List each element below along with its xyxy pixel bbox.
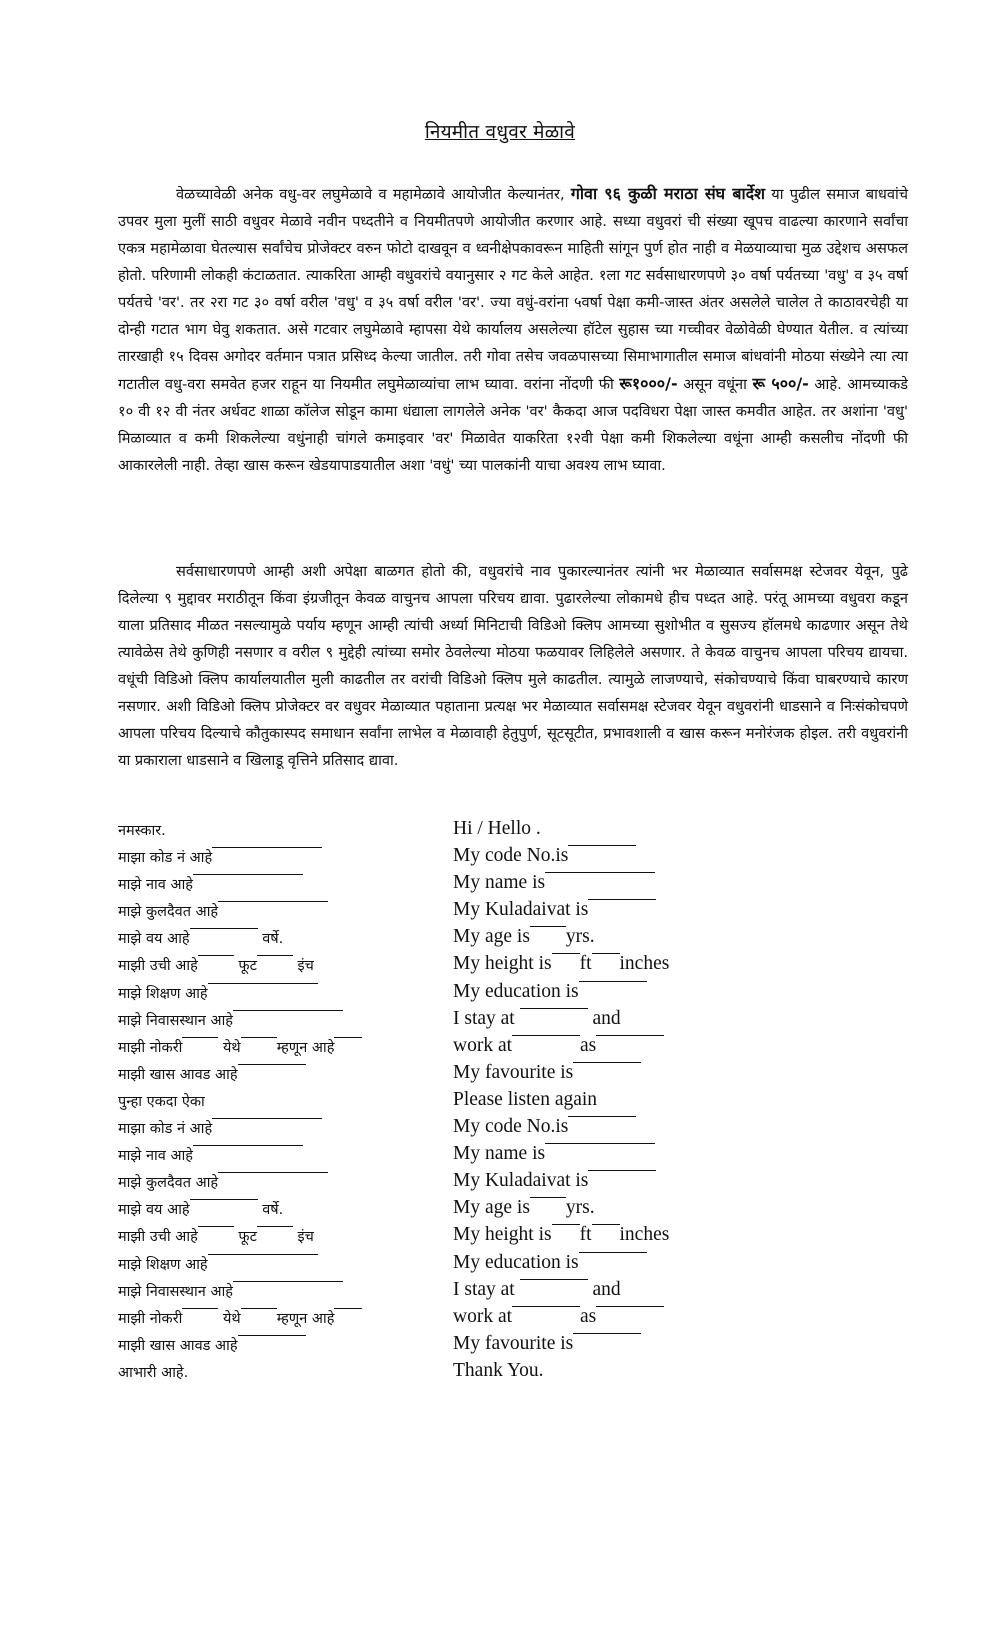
blank-line [212, 846, 322, 848]
organization-name: गोवा ९६ कुळी मराठा संघ बार्देश [570, 184, 765, 203]
residence-and-english: and [592, 1278, 621, 1300]
code-english: My code No.is [453, 845, 569, 867]
age-unit-marathi: वर्षे. [262, 931, 284, 948]
blank-line [334, 1036, 362, 1038]
blank-line [190, 1198, 258, 1200]
blank-line [520, 1278, 588, 1280]
education-marathi: माझे शिक्षण आहे [118, 985, 208, 1002]
blank-line [579, 980, 647, 982]
greeting-marathi: नमस्कार. [118, 823, 166, 839]
kuladaivat-english: My Kuladaivat is [453, 1170, 589, 1192]
age-marathi: माझे वय आहे [118, 1202, 190, 1219]
thanks-english: Thank You. [453, 1359, 544, 1381]
blank-line [512, 1305, 580, 1307]
blank-line [198, 1225, 234, 1227]
form-row-education [118, 1252, 918, 1279]
height-ft-english: ft [579, 1224, 592, 1246]
intro-text-4: आहे. आमच्याकडे १० वी १२ वी नंतर अर्धवट शाळा कॉलेज सोडून कामा धंद्याला लागलेले अनेक 'वर' कैकदा आज पदविधरा पेक्षा जास्त कमवीत आहेत. तर अशांना 'वधु' मिळाव्यात व कमी शिकलेल्या वधुंनाही चांगले कमाइवार 'वर' मिळावेत याकरिता १२वी पेक्षा कमी शिकलेल्या वधूंना आम्ही कसलीच नोंदणी फी आकारलेली नाही. तेव्हा खास करून खेडयापाडयातील अशा 'वधुं' च्या पालकांनी याचा अवश्य लाभ घ्यावा. [118, 376, 908, 474]
favourite-marathi: माझी खास आवड आहे [118, 1337, 238, 1354]
favourite-marathi: माझी खास आवड आहे [118, 1066, 238, 1083]
age-marathi: माझे वय आहे [118, 931, 190, 948]
blank-line [334, 1307, 362, 1309]
form-row-kuladaivat [118, 1170, 918, 1197]
code-marathi: माझा कोड नं आहे [118, 1121, 213, 1138]
blank-line [218, 900, 328, 902]
form-row-education [118, 981, 918, 1008]
blank-line [552, 952, 580, 954]
video-text: सर्वसाधारणपणे आम्ही अशी अपेक्षा बाळगत होतो की, वधुवरांचे नाव पुकारल्यानंतर त्यांनी भर मेळाव्यात सर्वासमक्ष स्टेजवर येवून, पुढे दिलेल्या ९ मुद्दावर मराठीतून किंवा इंग्रजीतून केवळ वाचुनच आपला परिचय द्यावा. पुढारलेल्या लोकामधे हीच पध्दत आहे. परंतू आमच्या वधुवरा कडून याला प्रतिसाद मीळत नसल्यामुळे पर्याय म्हणून आम्ही त्यांची अर्ध्या मिनिटाची विडिओ क्लिप आमच्या सुशोभीत व सुसज्य हॉलमधे काढणार असून तेथे त्यावेळेस तेथे कुणिही नसणार व वरील ९ मुद्देही त्यांच्या समोर ठेवलेल्या मोठया फळयावर लिहिलेले असणार. ते केवळ वाचुनच आपला परिचय द्यायचा. वधूंची विडिओ क्लिप कार्यालयातील मुली काढतील तर वरांची विडिओ क्लिप मुले काढतील. त्यामुळे लाजण्याचे, संकोचण्याचे किंवा घाबरण्याचे कारण नसणार. अशी विडिओ क्लिप प्रोजेक्टर वर वधुवर मेळाव्यात पहाताना प्रत्यक्ष भर मेळाव्यात सर्वासमक्ष स्टेजवर येवून वधुवरांनी धाडसाने व निःसंकोचपणे आपला परिचय दिल्याचे कौतुकास्पद समाधान सर्वांना लाभेल व मेळावाही हेतुपुर्ण, सूटसूटीत, प्रभावशाली व खास करून मनोरंजक होइल. तरी वधुवरांनी या प्रकाराला धाडसाने व खिलाडू वृत्तिने प्रतिसाद द्यावा. [118, 563, 908, 769]
job-as-marathi: म्हणून आहे [276, 1039, 335, 1056]
blank-line [198, 954, 234, 956]
residence-english: I stay at [453, 1278, 515, 1300]
blank-line [233, 1009, 343, 1011]
height-marathi: माझी उची आहे [118, 1229, 198, 1246]
page-title: नियमीत वधुवर मेळावे [424, 121, 576, 143]
form-row-greeting [118, 818, 918, 845]
job-at-marathi: येथे [223, 1039, 241, 1056]
blank-line [592, 1223, 620, 1225]
education-english: My education is [453, 1251, 579, 1273]
blank-line [212, 1117, 322, 1119]
intro-paragraph [118, 180, 908, 479]
blank-line [208, 1253, 318, 1255]
blank-line [182, 1036, 218, 1038]
form-row-job [118, 1306, 918, 1333]
form-row-age [118, 926, 918, 953]
job-marathi: माझी नोकरी [118, 1039, 183, 1056]
blank-line [573, 1332, 641, 1334]
code-marathi: माझा कोड नं आहे [118, 850, 213, 867]
name-marathi: माझे नाव आहे [118, 877, 193, 894]
blank-line [588, 1169, 656, 1171]
blank-line [193, 1144, 303, 1146]
greeting-english: Hi / Hello . [453, 818, 541, 839]
blank-line [512, 1034, 580, 1036]
kuladaivat-marathi: माझे कुलदैवत आहे [118, 904, 219, 921]
residence-marathi: माझे निवासस्थान आहे [118, 1012, 233, 1029]
favourite-english: My favourite is [453, 1061, 574, 1083]
form-row-name [118, 1143, 918, 1170]
age-english: My age is [453, 926, 530, 948]
residence-and-english: and [592, 1007, 621, 1029]
name-english: My name is [453, 1143, 546, 1165]
form-row-code [118, 1116, 918, 1143]
blank-line [257, 1225, 293, 1227]
blank-line [241, 1036, 277, 1038]
groom-fee: रू१०००/- [619, 374, 678, 393]
name-marathi: माझे नाव आहे [118, 1148, 193, 1165]
height-ft-marathi: फूट [238, 1229, 257, 1246]
form-row-height [118, 1224, 918, 1251]
kuladaivat-marathi: माझे कुलदैवत आहे [118, 1175, 219, 1192]
form-row-name [118, 872, 918, 899]
form-row-height [118, 953, 918, 980]
blank-line [596, 1034, 664, 1036]
intro-text-2: या पुढील समाज बाधवांचे उपवर मुला मुलीं साठी वधुवर मेळावे नवीन पध्दतीने व नियमीतपणे आयोजीत करणार आहे. सध्या वधुवरां ची संख्या खूपच वाढल्या कारणाने सर्वांचा एकत्र महामेळावा घेतल्यास सर्वांचेच प्रोजेक्टर वरुन फोटो दाखवून व ध्वनीक्षेपकावरून माहिती सांगून पुर्ण होत नाही व मेळयाव्याचा मुळ उद्देशच असफल होतो. परिणामी लोकही कंटाळतात. त्याकरिता आम्ही वधुवरांचे वयानुसार २ गट केले आहेत. १ला गट सर्वसाधारणपणे ३० वर्षा पर्यतच्या 'वधु' व ३५ वर्षा पर्यतचे 'वर'. तर २रा गट ३० वर्षा वरील 'वधु' व ३५ वर्षा वरील 'वर'. ज्या वधुं-वरांना ५वर्षा पेक्षा कमी-जास्त अंतर असलेले चालेल ते काठावरचेही या दोन्ही गटात भाग घेवु शकतात. असे गटवार लघुमेळावे म्हापसा येथे कार्यालय असलेल्या हॉटेल सुहास च्या गच्चीवर वेळोवेळी घेण्यात येतील. व त्यांच्या तारखाही १५ दिवस अगोदर वर्तमान पत्रात प्रसिध्द केल्या जातील. तरी गोवा तसेच जवळपासच्या सिमाभागातील समाज बांधवांनी मोठया संख्येने त्या त्या गटातील वधु-वरा समवेत हजर राहून या नियमीत लघुमेळाव्यांचा लाभ घ्यावा. वरांना नोंदणी फी [118, 186, 908, 393]
intro-text-3: असून वधूंना [677, 376, 753, 393]
kuladaivat-english: My Kuladaivat is [453, 899, 589, 921]
form-row-residence [118, 1279, 918, 1306]
form-row-listen-again [118, 1089, 918, 1116]
blank-line [552, 1223, 580, 1225]
form-row-code [118, 845, 918, 872]
blank-line [530, 925, 566, 927]
blank-line [573, 1061, 641, 1063]
height-in-english: inches [619, 953, 670, 975]
job-as-english: as [580, 1034, 597, 1056]
listen-again-marathi: पुन्हा एकदा ऐका [118, 1093, 205, 1110]
name-english: My name is [453, 872, 546, 894]
height-in-english: inches [619, 1224, 670, 1246]
listen-again-english: Please listen again [453, 1088, 598, 1110]
form-row-residence [118, 1008, 918, 1035]
form-row-job [118, 1035, 918, 1062]
blank-line [592, 952, 620, 954]
blank-line [241, 1307, 277, 1309]
height-in-marathi: इंच [297, 958, 314, 975]
job-as-english: as [580, 1305, 597, 1327]
blank-line [238, 1334, 306, 1336]
form-row-favourite [118, 1062, 918, 1089]
code-english: My code No.is [453, 1116, 569, 1138]
blank-line [520, 1007, 588, 1009]
job-as-marathi: म्हणून आहे [276, 1310, 335, 1327]
thanks-marathi: आभारी आहे. [118, 1364, 189, 1381]
education-marathi: माझे शिक्षण आहे [118, 1256, 208, 1273]
height-ft-marathi: फूट [238, 958, 257, 975]
blank-line [588, 898, 656, 900]
height-in-marathi: इंच [297, 1229, 314, 1246]
job-marathi: माझी नोकरी [118, 1310, 183, 1327]
blank-line [238, 1063, 306, 1065]
residence-marathi: माझे निवासस्थान आहे [118, 1283, 233, 1300]
job-at-marathi: येथे [223, 1310, 241, 1327]
blank-line [208, 982, 318, 984]
bride-fee: रू ५००/- [752, 374, 809, 393]
blank-line [545, 871, 655, 873]
age-unit-english: yrs. [565, 1197, 595, 1219]
residence-english: I stay at [453, 1007, 515, 1029]
blank-line [579, 1251, 647, 1253]
education-english: My education is [453, 980, 579, 1002]
blank-line [190, 927, 258, 929]
blank-line [545, 1142, 655, 1144]
blank-line [568, 1115, 636, 1117]
blank-line [530, 1196, 566, 1198]
age-english: My age is [453, 1197, 530, 1219]
blank-line [218, 1171, 328, 1173]
blank-line [596, 1305, 664, 1307]
job-english: work at [453, 1305, 513, 1327]
job-english: work at [453, 1034, 513, 1056]
age-unit-english: yrs. [565, 926, 595, 948]
blank-line [257, 954, 293, 956]
height-marathi: माझी उची आहे [118, 958, 198, 975]
height-ft-english: ft [579, 953, 592, 975]
intro-text-1: वेळच्यावेळी अनेक वधु-वर लघुमेळावे व महामेळावे आयोजीत केल्यानंतर, [176, 186, 571, 203]
form-row-kuladaivat [118, 899, 918, 926]
blank-line [182, 1307, 218, 1309]
form-row-thanks [118, 1360, 918, 1387]
introduction-form [118, 818, 918, 1387]
blank-line [568, 844, 636, 846]
form-row-favourite [118, 1333, 918, 1360]
video-paragraph [118, 558, 908, 774]
favourite-english: My favourite is [453, 1332, 574, 1354]
blank-line [193, 873, 303, 875]
age-unit-marathi: वर्षे. [262, 1202, 284, 1219]
blank-line [233, 1280, 343, 1282]
form-row-age [118, 1197, 918, 1224]
height-english: My height is [453, 1224, 552, 1246]
height-english: My height is [453, 953, 552, 975]
